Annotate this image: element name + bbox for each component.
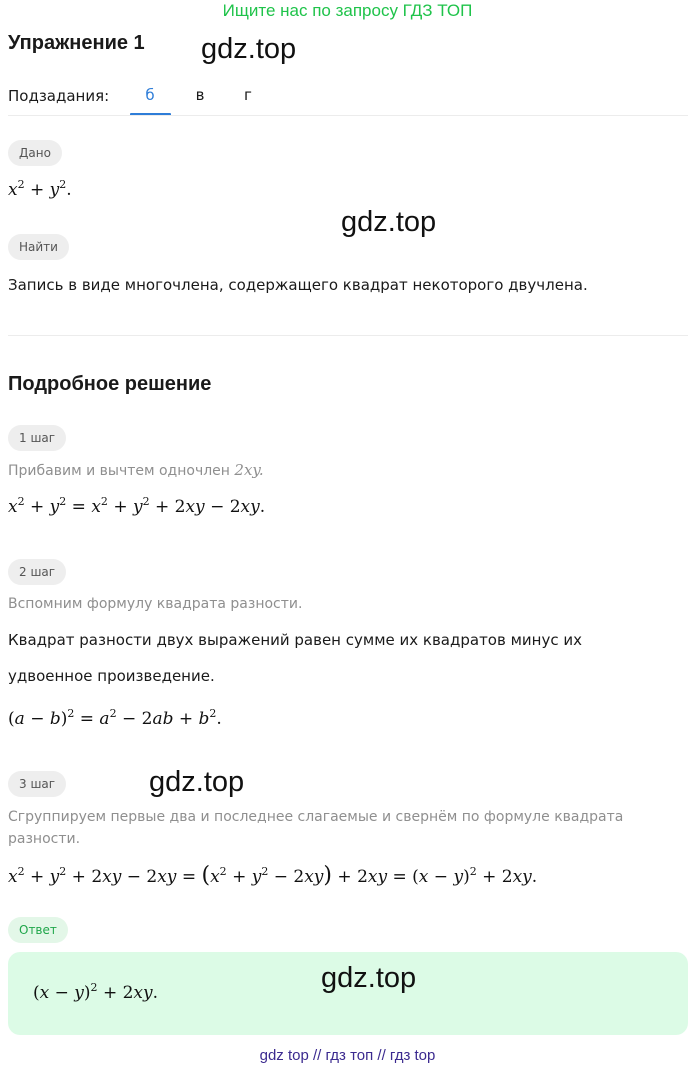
footer-links[interactable]: gdz top // гдз топ // гдз top [259,1047,436,1064]
step-1-hint [8,461,264,479]
watermark: gdz.top [341,206,437,238]
step-2-body-line-1: Квадрат разности двух выражений равен сумме их квадратов минус их [8,631,582,649]
step-3-hint-line-2: разности. [8,831,81,847]
divider [8,115,688,116]
step-2-hint: Вспомним формулу квадрата разности. [8,596,303,612]
answer-chip: Ответ [8,917,68,943]
watermark: gdz.top [201,33,297,65]
page-title: Упражнение 1 [8,32,145,54]
step-1-chip: 1 шаг [8,425,66,451]
watermark: gdz.top [321,962,417,994]
step-2-formula: $(a - b)^2 = a^2 - 2ab + b^2$. [8,707,222,729]
divider [8,335,688,336]
step-3-chip: 3 шаг [8,771,66,797]
step-1-hint-text: Прибавим и вычтем одночлен [8,463,230,479]
step-2-body-line-2: удвоенное произведение. [8,667,215,685]
step-1-hint-math: 2xy. [234,461,264,479]
answer-formula: $(x - y)^2 + 2xy$. [33,981,159,1003]
tab-g[interactable]: г [244,86,252,104]
find-text: Запись в виде многочлена, содержащего квадрат некоторого двучлена. [8,276,588,294]
find-chip: Найти [8,234,69,260]
given-expression: $x^2 + y^2$. [8,178,72,200]
watermark: gdz.top [149,766,245,798]
step-1-formula: $x^2 + y^2 = x^2 + y^2 + 2xy - 2xy$. [8,495,266,517]
subtasks-label: Подзадания: [8,87,110,105]
given-chip: Дано [8,140,62,166]
solution-heading: Подробное решение [8,373,212,395]
tab-b[interactable]: б [145,86,155,104]
tab-v[interactable]: в [195,86,205,104]
step-2-chip: 2 шаг [8,559,66,585]
step-3-formula: $x^2 + y^2 + 2xy - 2xy = (x^2 + y^2 - 2xy) + 2xy = (x - y)^2 + 2xy$. [8,863,538,888]
step-3-hint-line-1: Сгруппируем первые два и последнее слагаемые и свернём по формуле квадрата [8,809,624,825]
promo-banner[interactable]: Ищите нас по запросу ГДЗ ТОП [222,1,473,20]
